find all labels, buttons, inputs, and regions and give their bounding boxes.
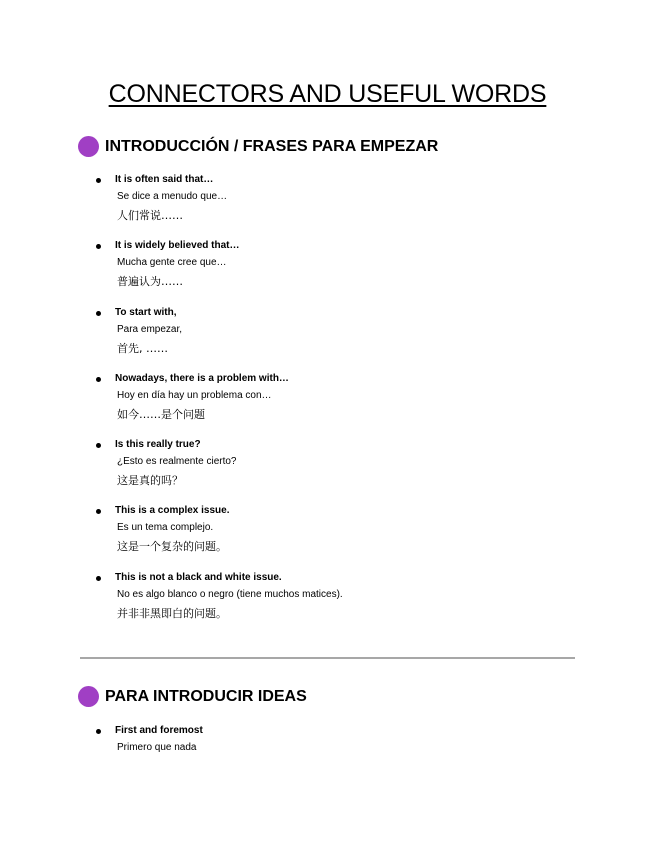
- list-item: [96, 439, 616, 505]
- chinese-translation: 并非非黑即白的问题。: [117, 606, 227, 620]
- list-item: [96, 373, 616, 439]
- bullet-icon: [96, 377, 101, 382]
- english-phrase: This is a complex issue.: [115, 505, 230, 517]
- spanish-translation: Mucha gente cree que…: [117, 257, 227, 269]
- english-phrase: It is often said that…: [115, 174, 214, 185]
- bullet-icon: [96, 443, 101, 448]
- spanish-translation: ¿Esto es realmente cierto?: [117, 456, 237, 468]
- spanish-translation: Primero que nada: [117, 742, 197, 753]
- section-heading-introduccion: [78, 136, 438, 157]
- english-phrase: To start with,: [115, 306, 177, 318]
- list-item: [96, 505, 616, 571]
- section-heading-label: INTRODUCCIÓN / FRASES PARA EMPEZAR: [105, 137, 439, 155]
- chinese-translation: 普遍认为……: [117, 275, 183, 289]
- list-item: [96, 725, 616, 791]
- purple-circle-icon: [78, 136, 99, 157]
- bullet-icon: [96, 178, 101, 183]
- list-item: [96, 174, 616, 240]
- english-phrase: This is not a black and white issue.: [115, 571, 282, 583]
- page-title: CONNECTORS AND USEFUL WORDS: [108, 80, 547, 108]
- list-item: [96, 307, 616, 373]
- spanish-translation: Es un tema complejo.: [117, 522, 214, 534]
- english-phrase: Is this really true?: [115, 439, 201, 451]
- spanish-translation: Se dice a menudo que…: [117, 191, 228, 202]
- chinese-translation: 首先, ……: [117, 341, 168, 355]
- bullet-icon: [96, 576, 101, 581]
- bullet-icon: [96, 244, 101, 249]
- english-phrase: Nowadays, there is a problem with…: [115, 372, 289, 384]
- bullet-icon: [96, 311, 101, 316]
- list-item: [96, 572, 616, 638]
- spanish-translation: No es algo blanco o negro (tiene muchos matices).: [117, 588, 343, 600]
- section-heading-introducir-ideas: [78, 686, 307, 707]
- english-phrase: First and foremost: [115, 725, 203, 736]
- phrase-list-introduccion: [96, 174, 616, 638]
- spanish-translation: Hoy en día hay un problema con…: [117, 389, 272, 401]
- list-item: [96, 240, 616, 306]
- bullet-icon: [96, 729, 101, 734]
- spanish-translation: Para empezar,: [117, 323, 183, 335]
- section-divider: [80, 657, 575, 659]
- purple-circle-icon: [78, 686, 99, 707]
- english-phrase: It is widely believed that…: [115, 240, 240, 252]
- bullet-icon: [96, 509, 101, 514]
- phrase-list-introducir-ideas: [96, 725, 616, 791]
- chinese-translation: 如今……是个问题: [117, 407, 205, 421]
- chinese-translation: 这是真的吗？: [117, 474, 183, 488]
- chinese-translation: 人们常说……: [117, 209, 183, 222]
- section-heading-label: PARA INTRODUCIR IDEAS: [105, 687, 307, 705]
- chinese-translation: 这是一个复杂的问题。: [117, 540, 227, 554]
